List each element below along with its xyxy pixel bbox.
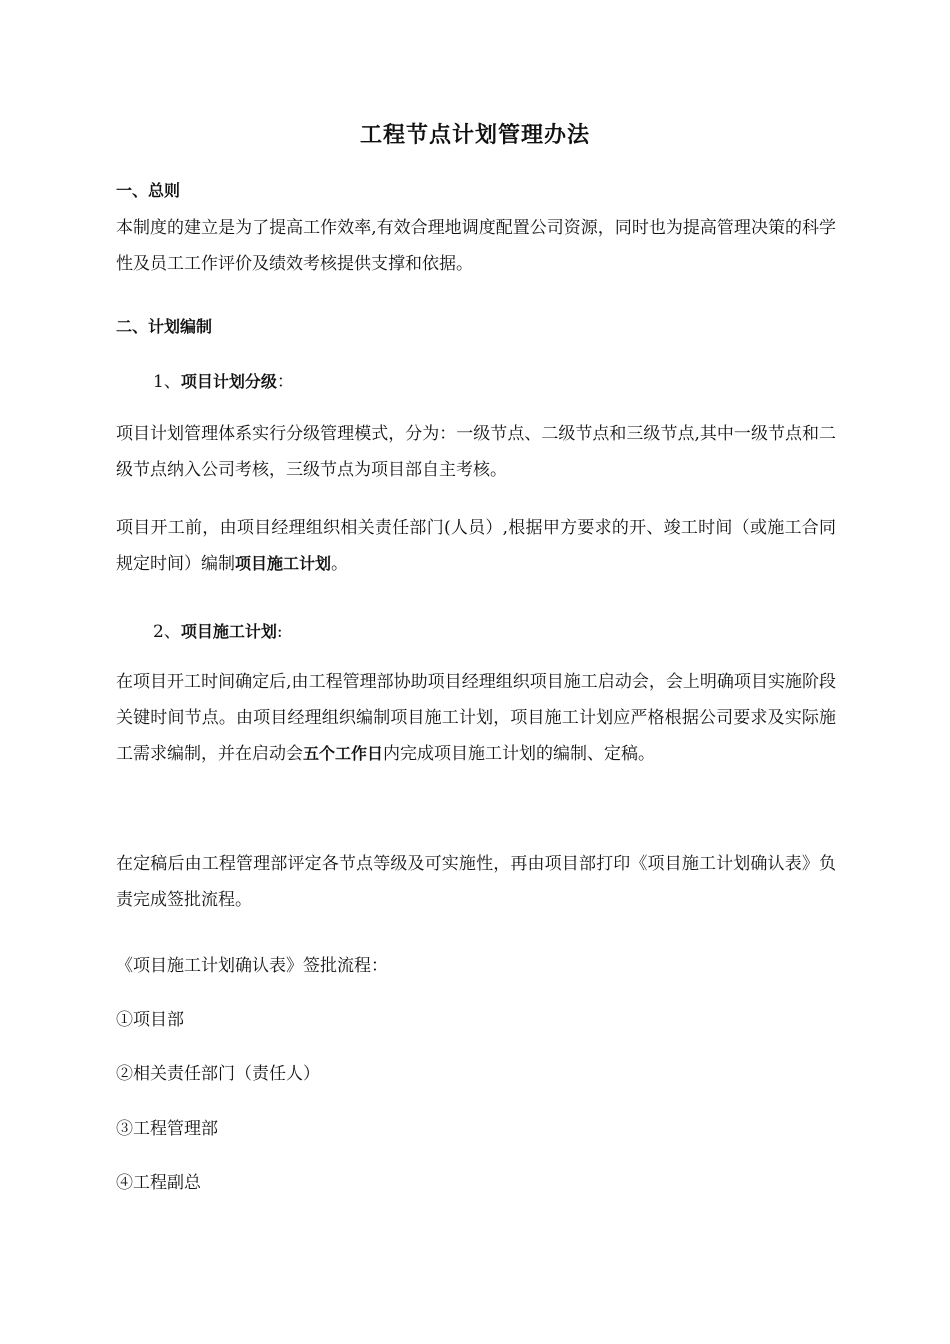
approval-flow-step: ②相关责任部门（责任人）	[116, 1064, 320, 1084]
section-heading-general: 一、总则	[116, 181, 181, 200]
paragraph-text: 内完成项目施工计划的编制、定稿。	[383, 744, 656, 764]
document-title: 工程节点计划管理办法	[359, 123, 590, 148]
emphasis-five-working-days: 五个工作日	[303, 744, 384, 763]
approval-flow-step: ①项目部	[116, 1010, 184, 1030]
paragraph-construction-plan	[116, 664, 836, 772]
approval-flow-step: ③工程管理部	[116, 1119, 218, 1139]
paragraph-general: 本制度的建立是为了提高工作效率,有效合理地调度配置公司资源，同时也为提高管理决策的科学性及员工工作评价及绩效考核提供支撑和依据。	[116, 218, 836, 274]
paragraph-text: 项目开工前，由项目经理组织相关责任部门(人员）,根据甲方要求的开、竣工时间（或施工合同规定时间）编制	[116, 518, 836, 574]
paragraph-text: 在项目开工时间确定后,由工程管理部协助项目经理组织项目施工启动会，会上明确项目实施阶段关键时间节点。由项目经理组织编制项目施工计划，项目施工计划应严格根据公司要求及实际施工需求编制，并在启动会	[116, 672, 836, 764]
subheading-label: 项目计划分级	[180, 372, 277, 391]
section-heading-plan-preparation: 二、计划编制	[116, 317, 213, 336]
subheading-construction-plan	[153, 617, 283, 642]
subheading-number: 1、	[153, 372, 181, 392]
subheading-plan-levels	[153, 367, 294, 392]
paragraph-after-finalization: 在定稿后由工程管理部评定各节点等级及可实施性，再由项目部打印《项目施工计划确认表》负责完成签批流程。	[116, 854, 836, 910]
emphasis-project-construction-plan: 项目施工计划	[235, 554, 332, 573]
subheading-label: 项目施工计划	[180, 622, 277, 641]
subheading-suffix: ：	[276, 372, 294, 392]
subheading-suffix: :	[276, 622, 283, 642]
paragraph-plan-levels: 项目计划管理体系实行分级管理模式，分为：一级节点、二级节点和三级节点,其中一级节点和二级节点纳入公司考核，三级节点为项目部自主考核。	[116, 424, 836, 480]
approval-flow-title: 《项目施工计划确认表》签批流程：	[116, 956, 388, 976]
paragraph-before-start	[116, 510, 836, 582]
approval-flow-step: ④工程副总	[116, 1173, 201, 1193]
subheading-number: 2、	[153, 622, 181, 642]
paragraph-text: 。	[331, 554, 349, 574]
